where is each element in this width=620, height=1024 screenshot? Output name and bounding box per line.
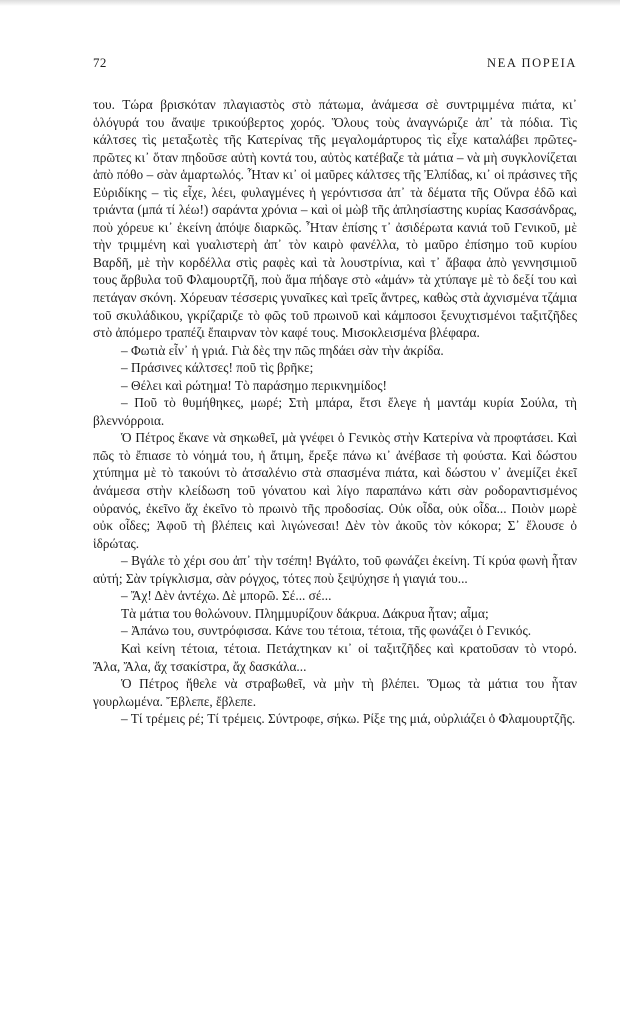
paragraph: Ὁ Πέτρος ἤθελε νὰ στραβωθεῖ, νὰ μὴν τὴ βλέπει. Ὅμως τὰ μάτια του ἦταν γουρλωμένα. Ἔβλεπε, ἔβλεπε.: [93, 676, 577, 709]
page-number: 72: [93, 55, 107, 70]
scan-edge: [0, 0, 620, 6]
paragraph: – Ἄχ! Δὲν ἀντέχω. Δὲ μπορῶ. Σέ... σέ...: [121, 588, 332, 604]
paragraph: – Τί τρέμεις ρέ; Τί τρέμεις. Σύντροφε, σήκω. Ρίξε της μιά, οὐρλιάζει ὁ Φλαμουρτζῆς.: [121, 711, 576, 727]
paragraph: του. Τώρα βρισκόταν πλαγιαστὸς στὸ πάτωμα, ἀνάμεσα σὲ συντριμμένα πιάτα, κι᾿ ὁλόγυρά του ἄναψε τρικούβερτος χορός. Ὅλους τοὺς ἀναγνώριζε ἀπ᾿ τὰ πόδια. Τὶς κάλτσες τὶς μεταξωτὲς τῆς Κατερίνας τῆς μεγαλομάρτυρος τὶς εἶχε καταλάβει πρῶτες-πρῶτες κι᾿ ὅταν πηδοῦσε αὐτὴ κοντά του, αὐτὸς κατέβαζε τὰ μάτια – νὰ μὴ συγκλονίζεται ἀπὸ πόθο – σὰν ἁμαρτωλός. Ἦταν κι᾿ οἱ μαῦρες κάλτσες τῆς Ἐλπίδας, κι᾿ οἱ πράσινες τῆς Εὐριδίκης – τὶς εἶχε, λέει, φυλαγμένες ἡ γερόντισσα ἀπ᾿ τὰ δέματα τῆς Οὔνρα ἐδῶ καὶ τριάντα (μπά τί λέω!) σαράντα χρόνια – καὶ οἱ μὼβ τῆς ἀπλησίαστης κυρίας Κασσάνδρας, ποὺ χόρευε κι᾿ ἐκείνη ἀπόψε διαρκῶς. Ἦταν ἐπίσης τ᾿ ἀσιδέρωτα κανιά τοῦ Γενικοῦ, μὲ τὴν τριμμένη καὶ γυαλιστερὴ ἀπ᾿ τὸν καιρὸ φανέλλα, τὸ μαῦρο ἐπίσημο τοῦ κυρίου Βαρδῆ, μὲ τὴν κορδέλλα στὶς ραφὲς καὶ τὰ λουστρίνια, καὶ τ᾿ ἄβαφα ἀπὸ γεννησιμιοῦ τους ἄρβυλα τοῦ Φλαμουρτζῆ, ποὺ ἅμα πήδαγε στὸ «ἀμάν» τὰ χτύπαγε μὲ τὸ δεξί του καὶ πετάγαν σκόνη. Χόρευαν τέσσερις γυναῖκες καὶ τρεῖς ἄντρες, καθὼς στὰ ἀχνισμένα τζάμια τοῦ σκυλάδικου, γκρίζαριζε τὸ φῶς τοῦ πρωινοῦ καὶ κάμποσοι ξενυχτισμένοι ταξιτζῆδες στὸ ἀπόμερο τραπέζι ἔπαιρναν τὸν καφέ τους. Μισοκλεισμένα βλέφαρα.: [93, 97, 577, 341]
paragraph: – Βγάλε τὸ χέρι σου ἀπ᾿ τὴν τσέπη! Βγάλτο, τοῦ φωνάζει ἐκείνη. Τί κρύα φωνὴ ἦταν αὐτή; Σὰν τρίγκλισμα, σὰν ρόγχος, τότες ποὺ ξεψύχησε ἡ γιαγιά του...: [93, 553, 577, 586]
paragraph: – Φωτιὰ εἶν᾿ ἡ γριά. Γιὰ δὲς την πῶς πηδάει σὰν τὴν ἀκρίδα.: [121, 342, 444, 358]
journal-title: ΝΕΑ ΠΟΡΕΙΑ: [487, 56, 577, 70]
body-text: [93, 96, 577, 728]
paragraph: Καὶ κείνη τέτοια, τέτοια. Πετάχτηκαν κι᾿ οἱ ταξιτζῆδες καὶ κρατοῦσαν τὸ ντορό. Ἄλα, Ἄλα, ἄχ τσακίστρα, ἄχ δασκάλα...: [93, 640, 577, 674]
paragraph: – Ποῦ τὸ θυμήθηκες, μωρέ; Στὴ μπάρα, ἔτσι ἔλεγε ἡ μαντάμ κυρία Σούλα, τὴ βλεννόρροια.: [93, 395, 577, 428]
paragraph: – Ἀπάνω του, συντρόφισσα. Κάνε του τέτοια, τέτοια, τῆς φωνάζει ὁ Γενικός.: [121, 623, 532, 639]
page-header: [93, 55, 577, 71]
paragraph: Τὰ μάτια του θολώνουν. Πλημμυρίζουν δάκρυα. Δάκρυα ἦταν; αἷμα;: [121, 605, 489, 621]
paragraph: Ὁ Πέτρος ἔκανε νὰ σηκωθεῖ, μὰ γνέφει ὁ Γενικὸς στὴν Κατερίνα νὰ προφτάσει. Καὶ πῶς τὸ ἔπιασε τὸ νόημά του, ἡ ἄτιμη, ἔρεξε πάνω κι᾿ ἀνέβασε τὴ φούστα. Καὶ δώστου χτύπημα μὲ τὸ τακούνι τὸ ἀτσαλένιο στὰ σπασμένα πιάτα, καὶ δώστου ν᾿ ἀνεμίζει ἐκεῖ ἀνάμεσα στὴν κλείδωση τοῦ γόνατου καὶ λίγο παραπάνω κάτι σὰν ροδοραντισμένος οὐρανός, ἐκεῖνο ἄχ ἐκεῖνο τὸ πρωινὸ τῆς προδοσίας. Οὐκ οἶδα, οὐκ οἶδα... Ποιὸν μωρὲ οὐκ οἶδες; Ἀφοῦ τὴ βλέπεις καὶ λιγώνεσαι! Δὲν τὸν ἀκοῦς τὸν κόκορα; Σ᾿ ἔλουσε ὁ ἱδρώτας.: [93, 430, 577, 551]
paragraph: – Θέλει καὶ ρώτημα! Τὸ παράσημο περικνημίδος!: [121, 377, 387, 393]
paragraph: – Πράσινες κάλτσες! ποῦ τὶς βρῆκε;: [121, 360, 314, 376]
